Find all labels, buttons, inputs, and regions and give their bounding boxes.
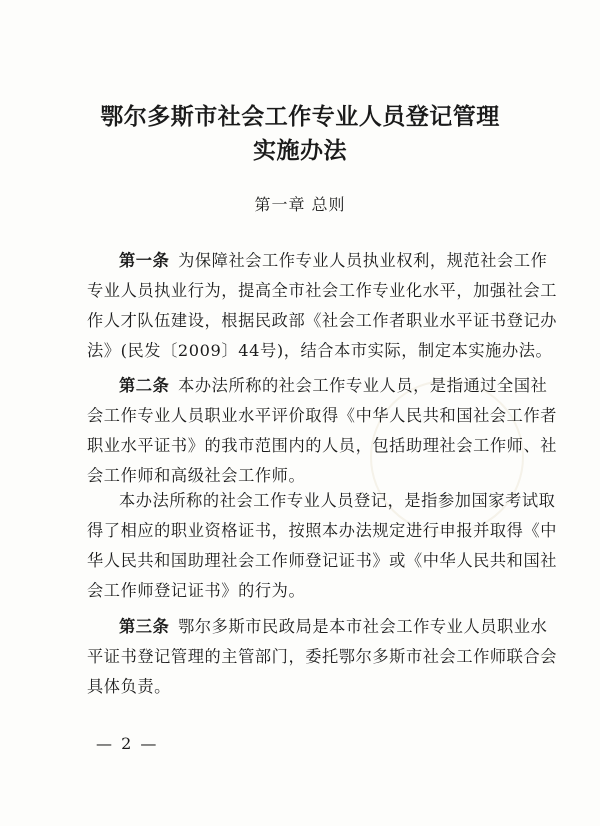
page-number: — 2 — bbox=[96, 734, 159, 753]
article-label: 第一条 bbox=[119, 251, 170, 270]
article-1 bbox=[87, 246, 558, 366]
article-label: 第二条 bbox=[119, 376, 170, 395]
paragraph-line: 职业水平证书》的我市范围内的人员，包括助理社会工作师、社 bbox=[87, 436, 558, 455]
title-line-2: 实施办法 bbox=[253, 137, 347, 164]
paragraph-line: 第一条 为保障社会工作专业人员执业权利，规范社会工作 bbox=[119, 251, 548, 270]
article-2 bbox=[87, 371, 558, 491]
paragraph-line: 第三条 鄂尔多斯市民政局是本市社会工作专业人员职业水 bbox=[119, 617, 548, 636]
title-line-1: 鄂尔多斯市社会工作专业人员登记管理 bbox=[100, 103, 500, 130]
paragraph-line: 得了相应的职业资格证书，按照本办法规定进行申报并取得《中 bbox=[87, 521, 558, 540]
chapter-heading: 第一章 总则 bbox=[254, 195, 346, 214]
paragraph-line: 作人才队伍建设，根据民政部《社会工作者职业水平证书登记办 bbox=[87, 311, 558, 330]
paragraph-line: 会工作师登记证书》的行为。 bbox=[87, 581, 306, 600]
paragraph-line: 具体负责。 bbox=[87, 677, 171, 696]
paragraph-line: 会工作师和高级社会工作师。 bbox=[87, 466, 306, 485]
paragraph-line: 会工作专业人员职业水平评价取得《中华人民共和国社会工作者 bbox=[87, 406, 558, 425]
paragraph-line: 平证书登记管理的主管部门，委托鄂尔多斯市社会工作师联合会 bbox=[87, 647, 558, 666]
paragraph-line: 法》(民发〔2009〕44号)，结合本市实际，制定本实施办法。 bbox=[87, 341, 553, 360]
paragraph-line: 第二条 本办法所称的社会工作专业人员，是指通过全国社 bbox=[119, 376, 548, 395]
paragraph-line: 华人民共和国助理社会工作师登记证书》或《中华人民共和国社 bbox=[87, 551, 558, 570]
paragraph-line: 本办法所称的社会工作专业人员登记，是指参加国家考试取 bbox=[119, 491, 556, 510]
paragraph-line: 专业人员执业行为，提高全市社会工作专业化水平，加强社会工 bbox=[87, 281, 558, 300]
article-label: 第三条 bbox=[119, 617, 170, 636]
article-2-paragraph-2 bbox=[87, 486, 558, 606]
article-3 bbox=[87, 612, 558, 702]
